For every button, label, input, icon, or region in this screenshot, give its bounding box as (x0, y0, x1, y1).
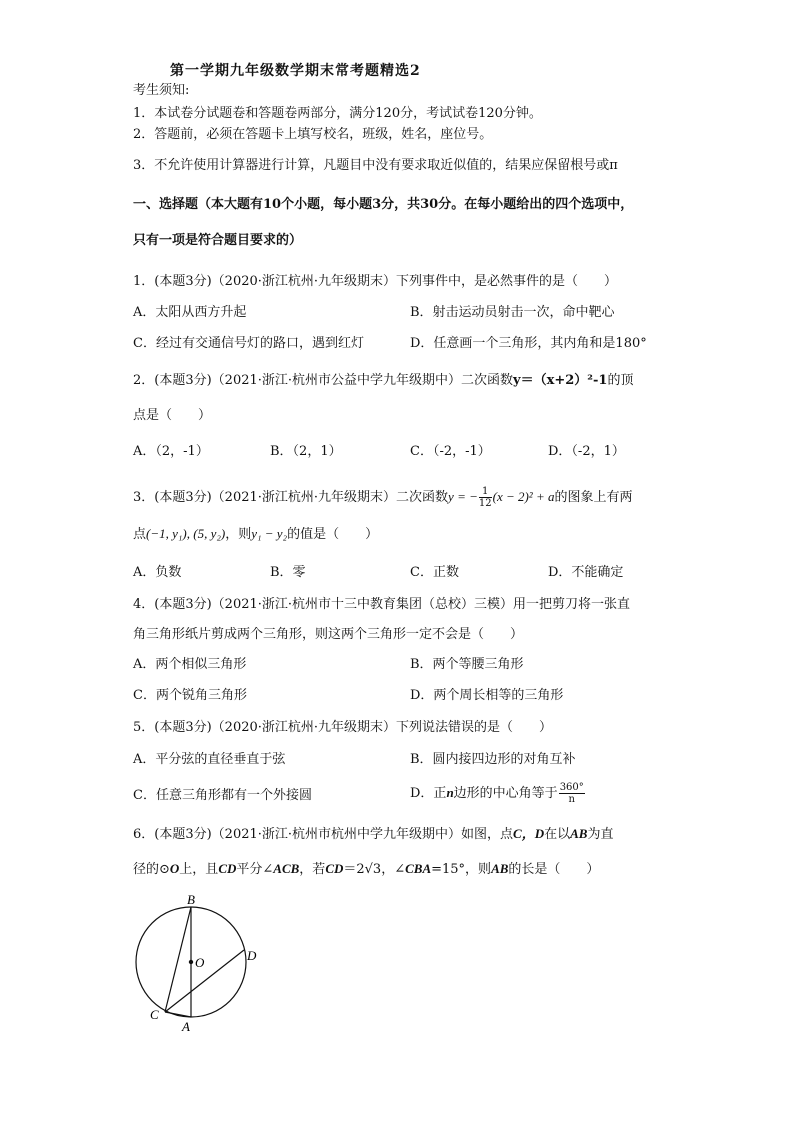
page-title: 第一学期九年级数学期末常考题精选2 (170, 63, 421, 79)
q4-option-a: A．两个相似三角形 (133, 657, 247, 672)
circle-figure (125, 890, 275, 1040)
q2-stem-line-1 (133, 372, 633, 390)
q2-function: y＝（x+2）²-1 (513, 373, 608, 388)
q2-stem-text: 2．(本题3分)（2021·浙江·杭州市公益中学九年级期中）二次函数 (133, 373, 514, 388)
label-a: A (182, 1019, 190, 1034)
q3-func-lhs: y = − (448, 489, 478, 504)
q6-s1-mid: 在以 (544, 827, 571, 842)
q6-s2-o: O (169, 861, 180, 876)
segment-cd (165, 950, 244, 1012)
q6-s2-cd2: CD (325, 861, 344, 876)
q6-s1-pts: C，D (513, 826, 545, 841)
section-heading-line-2: 只有一项是符合题目要求的） (133, 233, 303, 248)
notice-item-1: 1．本试卷分试题卷和答题卷两部分，满分120分，考试试卷120分钟。 (133, 106, 542, 121)
q6-stem-line-2 (133, 860, 599, 879)
q5-option-a: A．平分弦的直径垂直于弦 (133, 752, 286, 767)
section-heading-line-1: 一、选择题（本大题有10个小题，每小题3分，共30分。在每小题给出的四个选项中， (133, 197, 634, 212)
q3-fraction (479, 486, 492, 509)
q3-stem2-post: 的值是（ ） (287, 527, 379, 542)
q3-option-c: C．正数 (410, 565, 459, 580)
q6-s2-val: ＝2√3 (343, 862, 382, 877)
q3-points: (−1, y₁), (5, y₂) (146, 526, 226, 541)
segment-ca (165, 1012, 191, 1017)
q1-option-c: C．经过有交通信号灯的路口，遇到红灯 (133, 336, 364, 351)
segment-bc (165, 907, 191, 1012)
q3-frac-den: 12 (478, 498, 492, 509)
q6-s2-cd: CD (218, 861, 237, 876)
q5-option-d-n: n (446, 785, 454, 800)
q6-s2-c: ，若 (299, 862, 326, 877)
q2-option-c: C．（-2，-1） (410, 444, 491, 459)
q6-s2-d: ，∠ (381, 862, 406, 877)
q6-s2-acb: ACB (273, 861, 300, 876)
q2-option-d: D．（-2，1） (548, 444, 625, 459)
q3-func-rhs: (x − 2)² + a (492, 489, 555, 504)
q5-frac-num: 360° (559, 782, 584, 793)
q4-option-d: D．两个周长相等的三角形 (410, 688, 564, 703)
q5-option-c: C．任意三角形都有一个外接圆 (133, 788, 312, 803)
q3-stem-line-1 (133, 486, 633, 509)
q3-stem2-pre: 点 (133, 527, 147, 542)
q3-option-a: A．负数 (133, 565, 182, 580)
q2-option-b: B．（2，1） (270, 444, 342, 459)
label-d: D (247, 948, 257, 963)
q3-expr: y₁ − y₂ (251, 526, 288, 541)
label-c: C (150, 1007, 159, 1022)
q6-s1-post: 为直 (587, 827, 614, 842)
q3-stem-pre: 3．(本题3分)（2021·浙江杭州·九年级期末）二次函数 (133, 490, 449, 505)
notice-item-3: 3．不允许使用计算器进行计算，凡题目中没有要求取近似值的，结果应保留根号或π (133, 158, 618, 173)
q1-option-d: D．任意画一个三角形，其内角和是180° (410, 336, 647, 351)
center-point (189, 960, 193, 964)
q5-frac-den: n (568, 794, 575, 805)
q2-option-a: A．（2，-1） (133, 444, 209, 459)
q5-option-d (410, 782, 586, 805)
q6-s2-cba: CBA (405, 861, 432, 876)
q1-option-b: B．射击运动员射击一次，命中靶心 (410, 305, 615, 320)
q3-option-b: B．零 (270, 565, 306, 580)
label-o: O (195, 955, 205, 970)
q6-s2-b: 平分∠ (236, 862, 274, 877)
notice-heading: 考生须知: (133, 83, 190, 98)
q3-frac-num: 1 (479, 486, 492, 498)
q1-option-a: A．太阳从西方升起 (133, 305, 247, 320)
q6-s2-pre: 径的⊙ (133, 862, 170, 877)
q5-option-d-mid: 边形的中心角等于 (453, 786, 558, 801)
q6-s2-e: =15°，则 (431, 862, 492, 877)
q5-stem: 5．(本题3分)（2020·浙江杭州·九年级期末）下列说法错误的是（ ） (133, 720, 553, 735)
q2-stem-line-2: 点是（ ） (133, 408, 212, 423)
q4-option-b: B．两个等腰三角形 (410, 657, 524, 672)
q6-s1-ab: AB (570, 826, 588, 841)
q1-stem: 1．(本题3分)（2020·浙江杭州·九年级期末）下列事件中，是必然事件的是（ ） (133, 274, 618, 289)
q5-option-b: B．圆内接四边形的对角互补 (410, 752, 576, 767)
q3-stem-line-2 (133, 525, 378, 544)
q6-stem-line-1 (133, 825, 613, 844)
notice-item-2: 2．答题前，必须在答题卡上填写校名，班级，姓名，座位号。 (133, 127, 493, 142)
q2-stem-end: 的顶 (607, 373, 634, 388)
q6-s2-ab: AB (491, 861, 509, 876)
q3-stem2-mid: ，则 (225, 527, 252, 542)
q6-s2-f: 的长是（ ） (508, 862, 600, 877)
q6-s1-pre: 6．(本题3分)（2021·浙江·杭州市杭州中学九年级期中）如图，点 (133, 827, 514, 842)
label-b: B (187, 892, 195, 907)
q3-stem-post: 的图象上有两 (554, 490, 633, 505)
q5-option-d-pre: D．正 (410, 786, 447, 801)
q4-option-c: C．两个锐角三角形 (133, 688, 247, 703)
q5-option-d-fraction (559, 782, 585, 805)
q6-s2-a: 上，且 (179, 862, 219, 877)
q4-stem-line-2: 角三角形纸片剪成两个三角形，则这两个三角形一定不会是（ ） (133, 627, 524, 642)
q4-stem-line-1: 4．(本题3分)（2021·浙江·杭州市十三中教育集团（总校）三模）用一把剪刀将一张直 (133, 597, 631, 612)
q3-option-d: D．不能确定 (548, 565, 624, 580)
